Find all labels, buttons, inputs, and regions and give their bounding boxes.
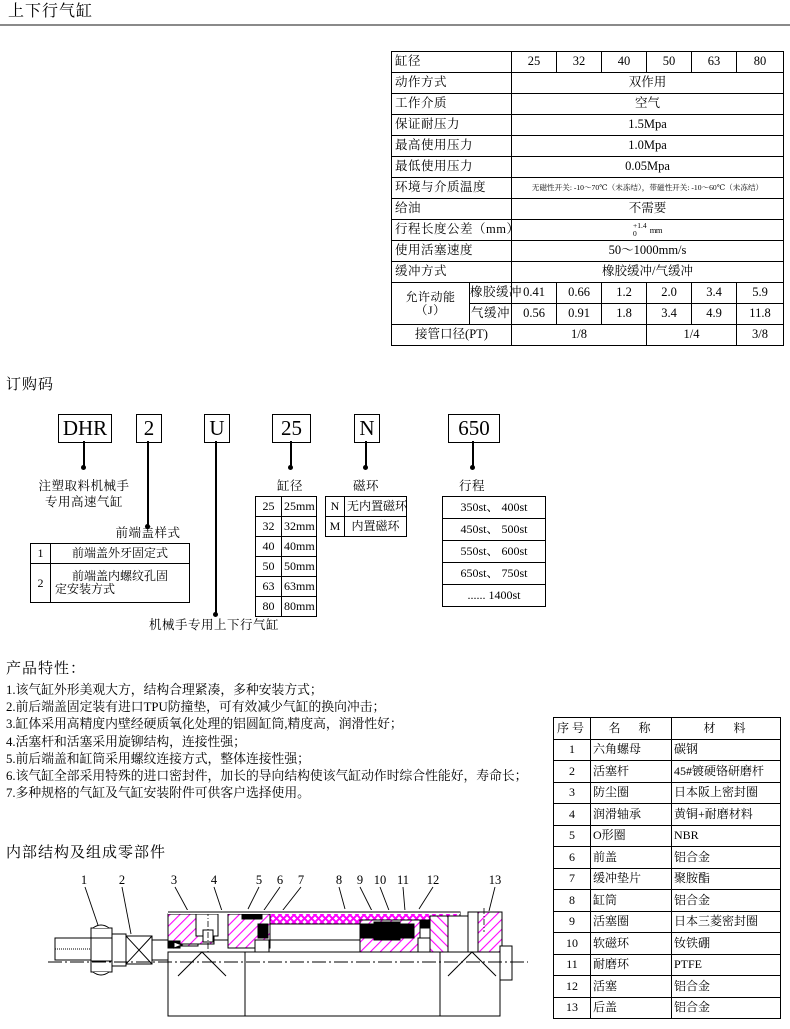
leader-line-magnet — [365, 441, 367, 467]
energy-value: 5.9 — [737, 283, 784, 304]
title-divider — [0, 24, 790, 26]
feature-item: 6.该气缸全部采用特殊的进口密封件，加长的导向结构使该气缸动作时综合性能好，寿命长； — [6, 769, 528, 784]
leader-line-series — [83, 441, 85, 467]
spec-label: 缓冲方式 — [392, 262, 512, 283]
part-name: 活塞杆 — [591, 761, 672, 783]
table-row — [554, 761, 781, 783]
bore-code: 80 — [256, 597, 282, 617]
table-row — [392, 178, 784, 199]
bore-table — [255, 496, 317, 617]
table-row — [392, 325, 784, 346]
energy-value: 2.0 — [647, 283, 692, 304]
bore-desc: 40mm — [282, 537, 317, 557]
part-name: 缸筒 — [591, 890, 672, 912]
order-code-box-type[interactable]: U — [204, 414, 230, 443]
table-row — [326, 517, 407, 537]
feature-item: 4.活塞杆和活塞采用旋铆结构，连接性强； — [6, 734, 246, 749]
port-value: 1/4 — [647, 325, 737, 346]
callout-9: 9 — [356, 873, 364, 887]
table-row — [554, 739, 781, 761]
spec-label: 环境与介质温度 — [392, 178, 512, 199]
part-no: 3 — [554, 782, 591, 804]
bore-value: 63 — [692, 52, 737, 73]
bore-desc: 63mm — [282, 577, 317, 597]
spec-label: 最高使用压力 — [392, 136, 512, 157]
order-code-box-frontcover[interactable]: 2 — [136, 414, 162, 443]
table-row — [392, 157, 784, 178]
spec-value-temperature: 无磁性开关: -10～70℃（未冻结），带磁性开关: -10～60℃（未冻结） — [512, 178, 784, 199]
callout-11: 11 — [396, 873, 410, 887]
spec-value: 不需要 — [512, 199, 784, 220]
table-row — [443, 497, 546, 519]
table-row — [392, 136, 784, 157]
table-row — [31, 544, 190, 564]
energy-value: 1.2 — [602, 283, 647, 304]
energy-sub-label: 气缓冲 — [470, 304, 512, 325]
parts-header-material: 材 料 — [672, 718, 781, 740]
table-row — [554, 825, 781, 847]
energy-value: 0.91 — [557, 304, 602, 325]
front-cover-desc: 前端盖外牙固定式 — [51, 544, 190, 564]
bore-code: 50 — [256, 557, 282, 577]
part-no: 5 — [554, 825, 591, 847]
part-no: 13 — [554, 997, 591, 1019]
magnet-desc: 内置磁环 — [345, 517, 407, 537]
tolerance-stack — [633, 222, 647, 238]
table-row — [326, 497, 407, 517]
table-row — [443, 585, 546, 607]
energy-sub-label: 橡胶缓冲 — [470, 283, 512, 304]
bore-desc: 32mm — [282, 517, 317, 537]
magnet-table — [325, 496, 407, 537]
leader-dot-magnet — [363, 465, 368, 470]
stroke-table — [442, 496, 546, 607]
table-row — [554, 782, 781, 804]
energy-value: 1.8 — [602, 304, 647, 325]
table-row — [256, 557, 317, 577]
order-code-caption: 订购码 — [6, 377, 55, 393]
callout-12: 12 — [426, 873, 440, 887]
feature-item: 7.多种规格的气缸及气缸安装附件可供客户选择使用。 — [6, 786, 310, 801]
table-row — [554, 890, 781, 912]
features-caption: 产品特性： — [6, 661, 87, 677]
table-header-row — [554, 718, 781, 740]
spec-value: 双作用 — [512, 73, 784, 94]
part-name: O形圈 — [591, 825, 672, 847]
table-row — [554, 933, 781, 955]
front-cover-table — [30, 543, 190, 603]
table-row — [392, 52, 784, 73]
bore-value: 50 — [647, 52, 692, 73]
magnet-desc: 无内置磁环 — [345, 497, 407, 517]
table-row — [392, 262, 784, 283]
spec-value: 空气 — [512, 94, 784, 115]
feature-item: 3.缸体采用高精度内壁经硬质氧化处理的铝圆缸筒,精度高，润滑性好； — [6, 717, 403, 732]
parts-material-table — [553, 717, 781, 1019]
callout-5: 5 — [255, 873, 263, 887]
table-row — [392, 115, 784, 136]
part-no: 10 — [554, 933, 591, 955]
specification-table — [391, 51, 784, 346]
leader-dot-series — [81, 465, 86, 470]
part-material: 黄铜+耐磨材料 — [672, 804, 781, 826]
features-list — [6, 682, 551, 802]
leader-line-bore — [290, 441, 292, 467]
table-row — [554, 847, 781, 869]
parts-header-name: 名 称 — [591, 718, 672, 740]
part-no: 1 — [554, 739, 591, 761]
magnet-code: N — [326, 497, 345, 517]
part-no: 11 — [554, 954, 591, 976]
bore-code: 63 — [256, 577, 282, 597]
front-cover-desc: 前端盖内螺纹孔固 定安装方式 — [51, 564, 190, 603]
tolerance-upper: +1.4 — [633, 221, 647, 230]
table-row — [443, 519, 546, 541]
energy-value: 0.66 — [557, 283, 602, 304]
part-name: 耐磨环 — [591, 954, 672, 976]
series-description: 注塑取料机械手 专用高速气缸 — [38, 479, 130, 509]
bore-desc: 50mm — [282, 557, 317, 577]
part-material: 钕铁硼 — [672, 933, 781, 955]
bore-code: 32 — [256, 517, 282, 537]
bore-value: 40 — [602, 52, 647, 73]
part-name: 六角螺母 — [591, 739, 672, 761]
bore-table-label: 缸径 — [276, 479, 303, 493]
port-value: 1/8 — [512, 325, 647, 346]
specification-table-container — [391, 51, 783, 346]
bore-desc: 80mm — [282, 597, 317, 617]
table-row — [392, 199, 784, 220]
part-no: 9 — [554, 911, 591, 933]
stroke-table-label: 行程 — [458, 479, 485, 493]
callout-10: 10 — [373, 873, 387, 887]
port-label: 接管口径(PT) — [392, 325, 512, 346]
table-row — [392, 73, 784, 94]
feature-item: 2.前后端盖固定装有进口TPU防撞垫，可有效减少气缸的换向冲击； — [6, 700, 386, 715]
part-name: 软磁环 — [591, 933, 672, 955]
spec-label: 最低使用压力 — [392, 157, 512, 178]
magnet-code: M — [326, 517, 345, 537]
parts-header-no: 序号 — [554, 718, 591, 740]
callout-8: 8 — [335, 873, 343, 887]
table-row — [256, 597, 317, 617]
bore-desc: 25mm — [282, 497, 317, 517]
table-row — [443, 541, 546, 563]
spec-value: 50～1000mm/s — [512, 241, 784, 262]
order-code-box-stroke[interactable]: 650 — [448, 414, 500, 443]
table-row — [392, 94, 784, 115]
part-name: 活塞圈 — [591, 911, 672, 933]
energy-value: 0.56 — [512, 304, 557, 325]
leader-line-type — [215, 441, 217, 615]
part-name: 前盖 — [591, 847, 672, 869]
callout-2: 2 — [118, 873, 126, 887]
part-name: 润滑轴承 — [591, 804, 672, 826]
part-no: 7 — [554, 868, 591, 890]
spec-label: 保证耐压力 — [392, 115, 512, 136]
internal-structure-caption: 内部结构及组成零部件 — [6, 845, 167, 861]
part-name: 缓冲垫片 — [591, 868, 672, 890]
type-description: 机械手专用上下行气缸 — [148, 618, 279, 632]
bore-value: 25 — [512, 52, 557, 73]
part-name: 防尘圈 — [591, 782, 672, 804]
table-row — [443, 563, 546, 585]
spec-value: 0.05Mpa — [512, 157, 784, 178]
front-cover-label: 前端盖样式 — [115, 526, 181, 540]
energy-value: 3.4 — [647, 304, 692, 325]
energy-value: 11.8 — [737, 304, 784, 325]
tolerance-lower: 0 — [633, 229, 637, 238]
feature-item: 1.该气缸外形美观大方，结构合理紧凑，多种安装方式； — [6, 683, 323, 697]
stroke-row: 350st、 400st — [443, 497, 546, 519]
part-material: NBR — [672, 825, 781, 847]
table-row — [256, 537, 317, 557]
bore-code: 40 — [256, 537, 282, 557]
port-value: 3/8 — [737, 325, 784, 346]
table-row — [554, 868, 781, 890]
part-no: 2 — [554, 761, 591, 783]
spec-value: 1.0Mpa — [512, 136, 784, 157]
part-material: 铝合金 — [672, 847, 781, 869]
part-material: 45#镀硬铬研磨杆 — [672, 761, 781, 783]
tolerance-unit: mm — [649, 224, 662, 235]
table-row — [392, 283, 784, 304]
part-material: 碳钢 — [672, 739, 781, 761]
table-row — [554, 976, 781, 998]
leader-line-stroke — [472, 441, 474, 467]
part-material: 铝合金 — [672, 997, 781, 1019]
energy-value: 0.41 — [512, 283, 557, 304]
table-row — [31, 564, 190, 603]
callout-7: 7 — [297, 873, 305, 887]
front-cover-code: 1 — [31, 544, 51, 564]
table-row — [554, 804, 781, 826]
callout-4: 4 — [210, 873, 218, 887]
table-row — [392, 220, 784, 241]
spec-value: 1.5Mpa — [512, 115, 784, 136]
front-cover-code: 2 — [31, 564, 51, 603]
feature-item: 5.前后端盖和缸筒采用螺纹连接方式，整体连接性强； — [6, 751, 310, 766]
order-code-box-magnet[interactable]: N — [354, 414, 380, 443]
spec-label: 工作介质 — [392, 94, 512, 115]
spec-label: 动作方式 — [392, 73, 512, 94]
part-no: 12 — [554, 976, 591, 998]
table-row — [256, 577, 317, 597]
order-code-box-bore[interactable]: 25 — [272, 414, 311, 443]
table-row — [392, 241, 784, 262]
part-no: 8 — [554, 890, 591, 912]
spec-value: 橡胶缓冲/气缓冲 — [512, 262, 784, 283]
order-code-box-series[interactable]: DHR — [58, 414, 112, 443]
part-material: 铝合金 — [672, 976, 781, 998]
stroke-row: 450st、 500st — [443, 519, 546, 541]
part-name: 后盖 — [591, 997, 672, 1019]
bore-value: 32 — [557, 52, 602, 73]
spec-label: 使用活塞速度 — [392, 241, 512, 262]
callout-6: 6 — [276, 873, 284, 887]
energy-value: 4.9 — [692, 304, 737, 325]
spec-label: 给油 — [392, 199, 512, 220]
table-row — [256, 497, 317, 517]
stroke-row: 650st、 750st — [443, 563, 546, 585]
table-row — [554, 911, 781, 933]
bore-value: 80 — [737, 52, 784, 73]
stroke-row: ...... 1400st — [443, 585, 546, 607]
part-material: 聚胺酯 — [672, 868, 781, 890]
cylinder-cross-section-drawing — [0, 866, 540, 1029]
bore-code: 25 — [256, 497, 282, 517]
energy-value: 3.4 — [692, 283, 737, 304]
spec-label: 缸径 — [392, 52, 512, 73]
page-title: 上下行气缸 — [8, 3, 94, 20]
leader-dot-bore — [288, 465, 293, 470]
leader-dot-stroke — [470, 465, 475, 470]
part-name: 活塞 — [591, 976, 672, 998]
spec-value-tolerance — [512, 220, 784, 241]
table-row — [554, 997, 781, 1019]
part-material: 日本阪上密封圈 — [672, 782, 781, 804]
table-row — [554, 954, 781, 976]
part-material: 铝合金 — [672, 890, 781, 912]
part-material: 日本三菱密封圈 — [672, 911, 781, 933]
callout-1: 1 — [80, 873, 88, 887]
part-no: 4 — [554, 804, 591, 826]
part-material: PTFE — [672, 954, 781, 976]
callout-13: 13 — [488, 873, 502, 887]
table-row — [256, 517, 317, 537]
part-no: 6 — [554, 847, 591, 869]
stroke-row: 550st、 600st — [443, 541, 546, 563]
spec-label: 行程长度公差（mm） — [392, 220, 512, 241]
callout-3: 3 — [170, 873, 178, 887]
energy-label: 允许动能 （J） — [392, 283, 470, 325]
magnet-table-label: 磁环 — [352, 479, 379, 493]
